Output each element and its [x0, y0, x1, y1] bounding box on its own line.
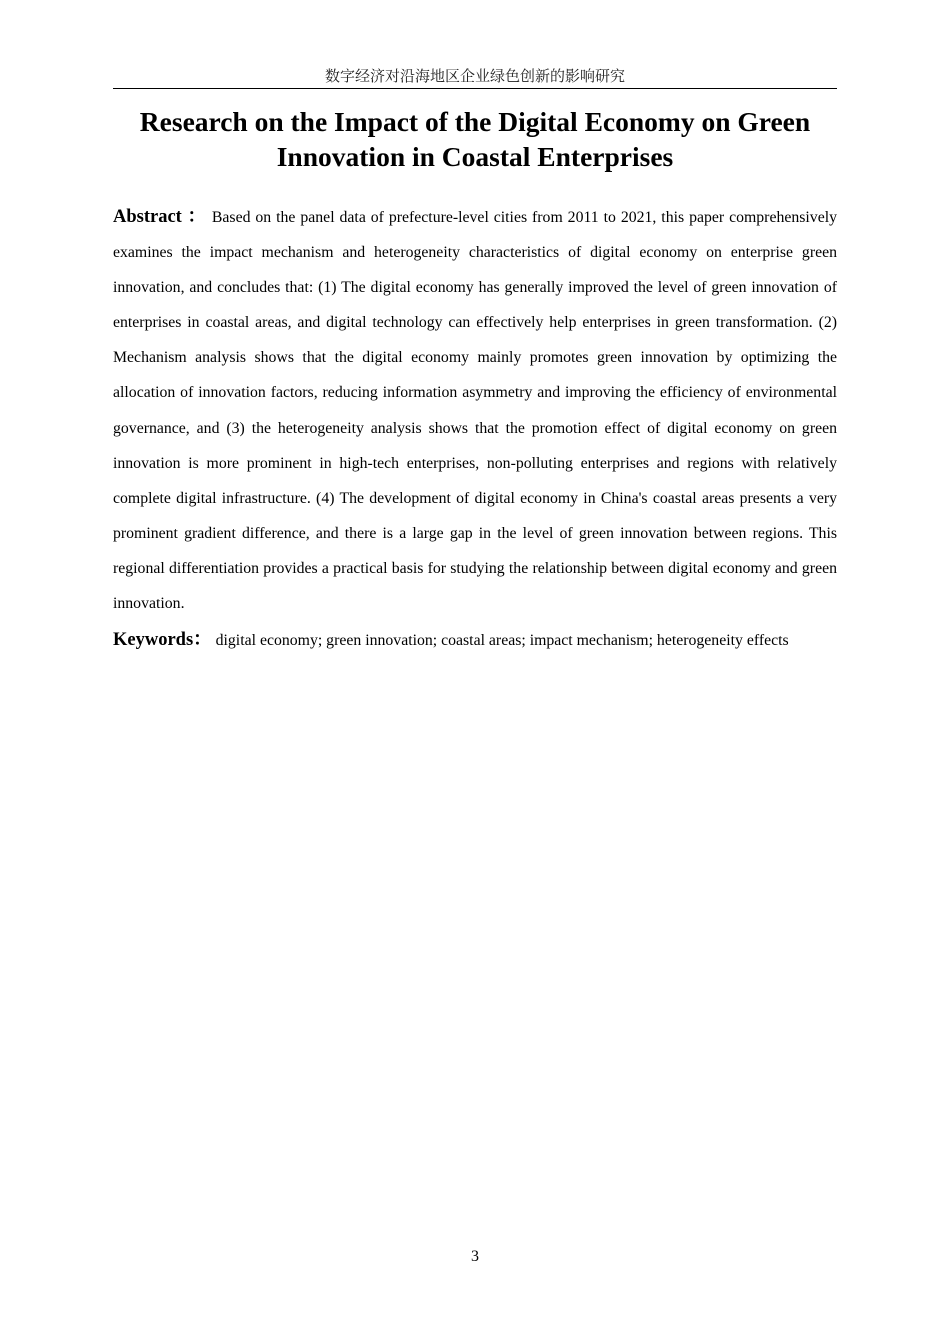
page-number: 3	[471, 1248, 479, 1265]
abstract-paragraph	[113, 200, 837, 621]
header-rule	[113, 88, 837, 89]
abstract-text: Based on the panel data of prefecture-level cities from 2011 to 2021, this paper comprehensively examines the impact mechanism and heterogeneity characteristics of digital economy on enterprise green innovation, and concludes that: (1) The digital economy has generally improved the level of green innovation of enterprises in coastal areas, and digital technology can effectively help enterprises in green transformation. (2) Mechanism analysis shows that the digital economy mainly promotes green innovation by optimizing the allocation of innovation factors, reducing information asymmetry and improving the efficiency of environmental governance, and (3) the heterogeneity analysis shows that the promotion effect of digital economy on green innovation is more prominent in high-tech enterprises, non-polluting enterprises and regions with relatively complete digital infrastructure. (4) The development of digital economy in China's coastal areas presents a very prominent gradient difference, and there is a large gap in the level of green innovation between regions. This regional differentiation provides a practical basis for studying the relationship between digital economy and green innovation.	[113, 209, 837, 613]
keywords-paragraph	[113, 624, 837, 657]
keywords-text: digital economy; green innovation; coastal areas; impact mechanism; heterogeneity effects	[215, 632, 789, 649]
abstract-label: Abstract ：	[113, 207, 207, 227]
keywords-label: Keywords：	[113, 630, 212, 650]
running-header: 数字经济对沿海地区企业绿色创新的影响研究	[324, 67, 625, 85]
paper-title: Research on the Impact of the Digital Economy on Green Innovation in Coastal Enterprises	[139, 106, 811, 172]
